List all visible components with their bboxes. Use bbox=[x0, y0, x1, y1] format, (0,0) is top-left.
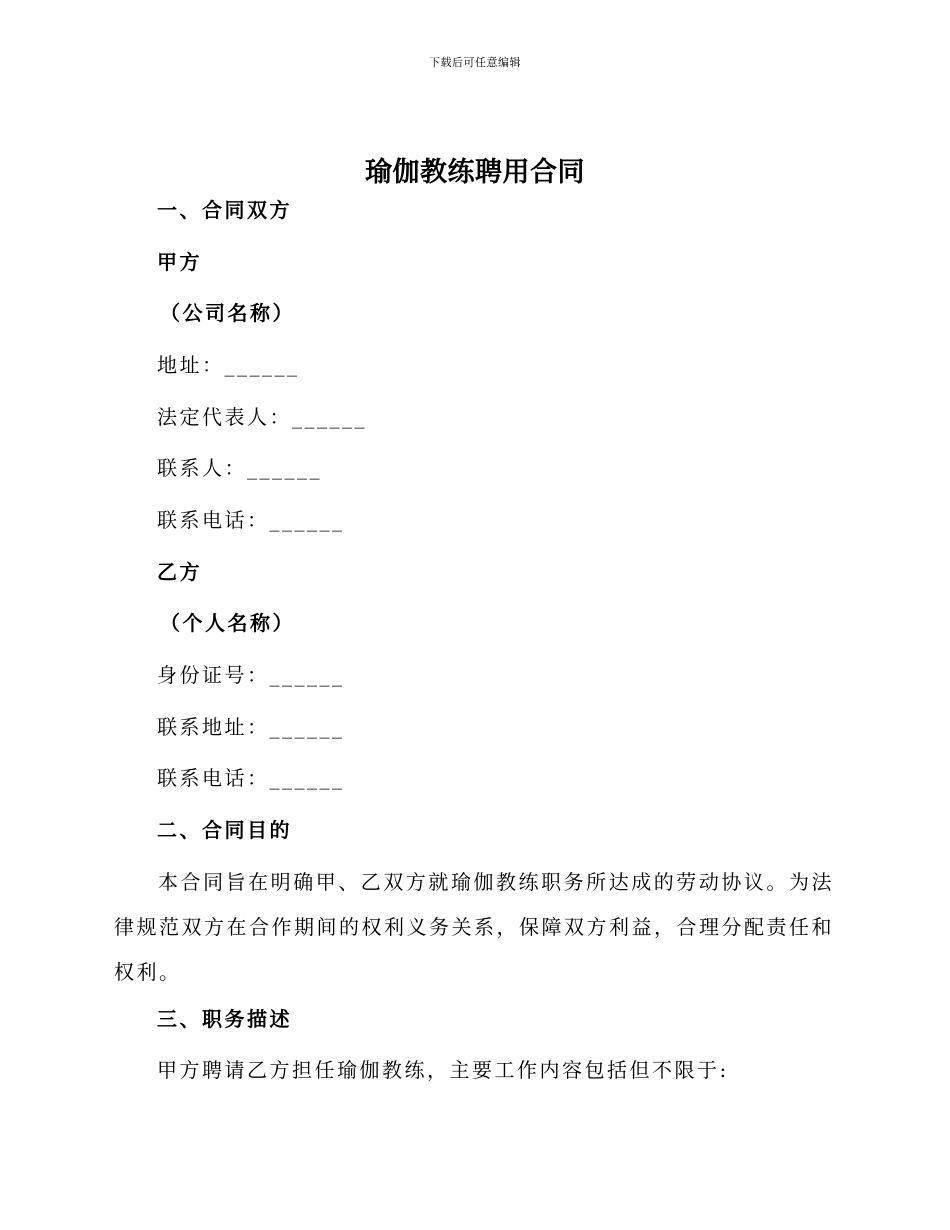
purpose-paragraph: 本合同旨在明确甲、乙双方就瑜伽教练职务所达成的劳动协议。为法律规范双方在合作期间的权利义务关系，保障双方利益，合理分配责任和权利。 bbox=[114, 870, 834, 984]
section-heading-duties: 三、职务描述 bbox=[157, 1007, 292, 1031]
section-heading-parties: 一、合同双方 bbox=[157, 198, 292, 222]
party-a-address: 地址：______ bbox=[157, 353, 300, 377]
party-b-contact-address: 联系地址：______ bbox=[157, 715, 345, 739]
party-a-contact-person: 联系人：______ bbox=[157, 456, 322, 480]
party-a-name-hint: （公司名称） bbox=[160, 301, 295, 325]
party-b-id-number: 身份证号：______ bbox=[157, 663, 345, 687]
party-b-name-hint: （个人名称） bbox=[160, 611, 295, 635]
party-a-label: 甲方 bbox=[157, 250, 202, 274]
document-title: 瑜伽教练聘用合同 bbox=[365, 157, 585, 188]
header-note: 下载后可任意编辑 bbox=[429, 56, 521, 69]
party-a-legal-rep: 法定代表人：______ bbox=[157, 405, 367, 429]
section-heading-purpose: 二、合同目的 bbox=[157, 818, 292, 842]
party-b-label: 乙方 bbox=[157, 560, 202, 584]
party-b-contact-phone: 联系电话：______ bbox=[157, 766, 345, 790]
party-a-contact-phone: 联系电话：______ bbox=[157, 508, 345, 532]
duties-intro: 甲方聘请乙方担任瑜伽教练，主要工作内容包括但不限于: bbox=[157, 1058, 729, 1082]
